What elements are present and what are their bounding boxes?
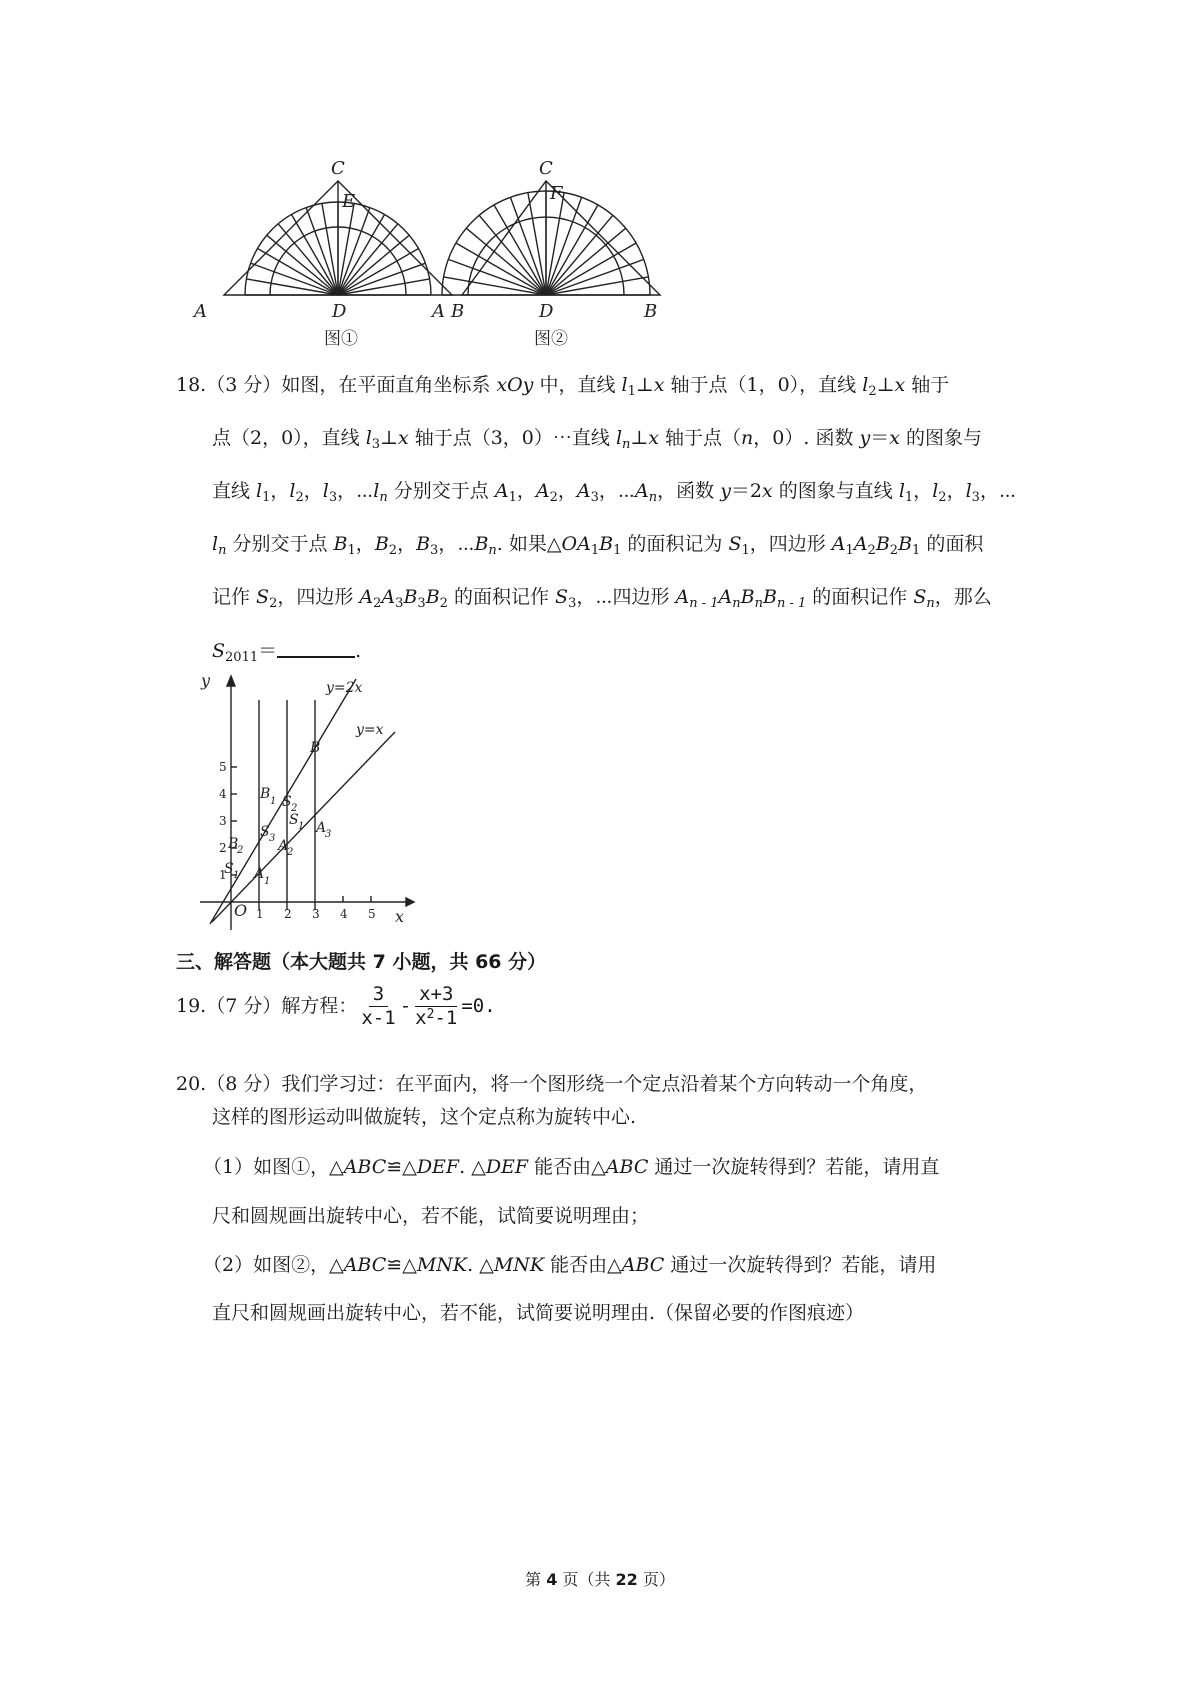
label-d-2: D [539, 301, 554, 322]
svg-text:1: 1 [233, 870, 240, 881]
svg-text:S: S [260, 824, 270, 840]
q20-part-2-line-2: 直尺和圆规画出旋转中心，若不能，试简要说明理由.（保留必要的作图痕迹） [212, 1302, 865, 1324]
figure-1 [224, 181, 452, 295]
fraction-1: $\frac{3}{x-1}$ [361, 983, 396, 1029]
x-axis-label: x [395, 907, 405, 926]
label-c-2: C [539, 158, 553, 179]
svg-text:A: A [316, 820, 327, 836]
q18-line-3: 直线 $l_1$，$l_2$，$l_3$，$\cdots l_n$ 分别交于点 $A_1$，$A_2$，$A_3$，$\cdots A_n$，函数 y＝2x 的图象与直线 $l_1$，$l_2$，$l_3$，⋯ [212, 480, 1017, 505]
q18-line-6: $S_{2011}=$ . [212, 640, 362, 665]
svg-text:1: 1 [298, 821, 305, 832]
q18-line-2: 点（2，0），直线 $l_3\perp x$ 轴于点（3，0）⋯直线 $l_n\perp x$ 轴于点（n，0）. 函数 y＝x 的图象与 [212, 427, 983, 452]
y-axis-arrow [227, 676, 235, 686]
svg-text:2: 2 [287, 847, 294, 858]
svg-text:4: 4 [340, 907, 348, 921]
svg-text:S: S [282, 794, 292, 810]
label-y-2x: y=2x [326, 680, 363, 696]
label-e-1: E [342, 191, 356, 212]
label-d-1: D [332, 301, 347, 322]
q18-line-4: $l_n$ 分别交于点 $B_1$，$B_2$，$B_3$，$\cdots B_n$. 如果$\triangle OA_1B_1$ 的面积记为 $S_1$，四边形 $A_1A_2B_2B_1$ 的面积 [212, 533, 984, 558]
svg-text:5: 5 [219, 760, 227, 774]
svg-text:4: 4 [219, 787, 227, 801]
svg-text:1: 1 [264, 876, 271, 887]
svg-text:3: 3 [219, 814, 227, 828]
q20-line-2: 这样的图形运动叫做旋转，这个定点称为旋转中心. [212, 1106, 637, 1128]
svg-text:A: A [254, 866, 265, 882]
label-b-1: B [451, 301, 465, 322]
q20-part-1-line-1: （1）如图①，△ABC≌△DEF. △DEF 能否由△ABC 通过一次旋转得到？若能，请用直 [203, 1156, 940, 1178]
label-y-x: y=x [356, 722, 384, 738]
label-b-2: B [644, 301, 658, 322]
q18-line-1: 18.（3 分）如图，在平面直角坐标系 xOy 中，直线 $l_1\perp x$ 轴于点（1，0），直线 $l_2\perp x$ 轴于 [176, 374, 950, 399]
svg-text:A: A [278, 838, 289, 854]
label-f-2: F [550, 183, 563, 204]
q20-line-1: 20.（8 分）我们学习过：在平面内，将一个图形绕一个定点沿着某个方向转动一个角度， [176, 1073, 928, 1095]
svg-text:1: 1 [270, 796, 277, 807]
q20-part-2-line-1: （2）如图②，△ABC≌△MNK. △MNK 能否由△ABC 通过一次旋转得到？若能，请用 [203, 1254, 937, 1276]
q18-line-5: 记作 $S_2$，四边形 $A_2A_3B_3B_2$ 的面积记作 $S_3$，⋯四边形 $A_{n - 1}A_nB_nB_{n - 1}$ 的面积记作 $S_n$，那么 [212, 586, 992, 611]
caption-fig-1: 图① [324, 329, 358, 349]
svg-text:B: B [260, 786, 271, 802]
svg-text:2: 2 [291, 803, 298, 814]
svg-text:3: 3 [312, 907, 320, 921]
svg-text:B: B [228, 836, 239, 852]
q20-part-1-line-2: 尺和圆规画出旋转中心，若不能，试简要说明理由； [212, 1205, 650, 1227]
svg-text:5: 5 [368, 907, 376, 921]
svg-text:3: 3 [325, 829, 332, 840]
svg-text:B: B [310, 740, 321, 756]
coordinate-graph [200, 672, 430, 930]
y-axis-label: y [201, 671, 211, 690]
section-3-heading: 三、解答题（本大题共 7 小题，共 66 分） [176, 951, 547, 973]
q19: 19.（7 分）解方程： $\frac{3}{x-1}$ - $\frac{x+3}{x^2-1}$ =0. [176, 983, 496, 1029]
origin-label: O [234, 901, 248, 920]
svg-text:2: 2 [237, 845, 244, 856]
svg-text:1: 1 [256, 907, 264, 921]
label-c-1: C [331, 158, 345, 179]
page-footer: 第 4 页（共 22 页） [525, 1570, 675, 1589]
label-a-2: A [432, 301, 445, 322]
svg-text:S: S [224, 861, 234, 877]
x-axis-arrow [406, 898, 414, 906]
svg-text:2: 2 [219, 841, 227, 855]
svg-text:2: 2 [284, 907, 292, 921]
fraction-2: $\frac{x+3}{x^2-1}$ [415, 983, 458, 1029]
svg-text:1: 1 [219, 868, 227, 882]
svg-text:S: S [289, 812, 299, 828]
svg-text:3: 3 [269, 833, 276, 844]
protractor-figures [194, 150, 720, 360]
label-a-1: A [194, 301, 207, 322]
caption-fig-2: 图② [534, 329, 568, 349]
answer-blank[interactable] [277, 642, 355, 658]
